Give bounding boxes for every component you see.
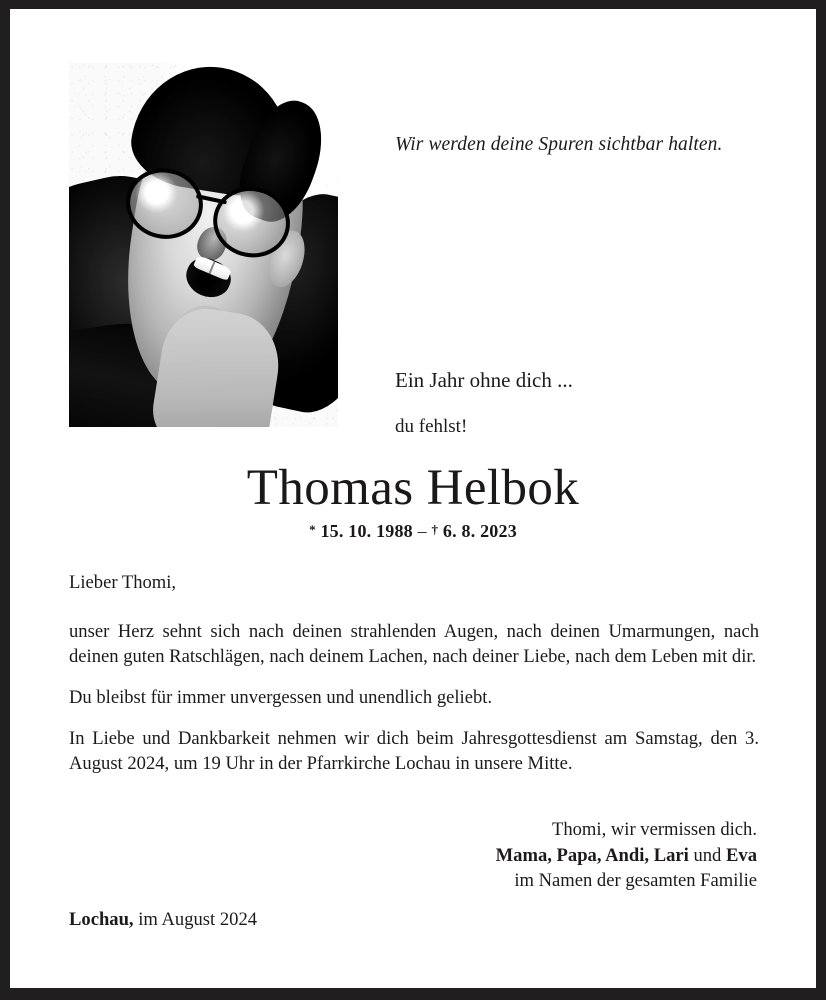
birth-date: 15. 10. 1988: [320, 521, 413, 542]
deceased-dates: [10, 521, 816, 542]
place-name: Lochau,: [69, 909, 134, 930]
cross-symbol-icon: †: [431, 522, 439, 538]
farewell-line: Thomi, wir vermissen dich.: [551, 819, 757, 840]
body-paragraph-3: In Liebe und Dankbarkeit nehmen wir dich beim Jahresgottesdienst am Samstag, den 3. August 2024, um 19 Uhr in der Pfarrkirche Lochau in unsere Mitte.: [69, 728, 759, 774]
on-behalf-line: im Namen der gesamten Familie: [514, 870, 757, 892]
body-paragraph-1: unser Herz sehnt sich nach deinen strahlenden Augen, nach deinen Umarmungen, nach deinen guten Ratschlägen, nach deinem Lachen, nach deiner Liebe, nach dem Leben mit dir.: [69, 621, 759, 667]
anniversary-line-secondary: du fehlst!: [395, 416, 468, 437]
deceased-name: Thomas Helbok: [246, 460, 580, 516]
obituary-page: [10, 9, 816, 988]
deceased-name-block: [10, 461, 816, 542]
portrait-photo: [69, 63, 338, 427]
place-date-line: [69, 909, 257, 931]
photo-mouth: [180, 252, 236, 303]
birth-symbol-icon: *: [309, 522, 316, 538]
salutation: Lieber Thomi,: [69, 572, 177, 593]
anniversary-line-primary: Ein Jahr ohne dich ...: [395, 368, 573, 392]
family-names-conjunction: und: [688, 844, 726, 866]
family-names-part-1: Mama, Papa, Andi, Lari: [495, 844, 689, 866]
obituary-body: [69, 571, 759, 793]
portrait-photo-frame: [69, 63, 338, 427]
body-paragraph-2: Du bleibst für immer unvergessen und unendlich geliebt.: [69, 687, 493, 709]
family-names-part-2: Eva: [726, 844, 757, 866]
publication-date: im August 2024: [133, 909, 258, 930]
memorial-motto: Wir werden deine Spuren sichtbar halten.: [395, 134, 723, 155]
signature-block: [10, 817, 757, 894]
family-names: [10, 843, 757, 869]
date-separator: –: [417, 521, 427, 542]
death-date: 6. 8. 2023: [442, 521, 517, 542]
